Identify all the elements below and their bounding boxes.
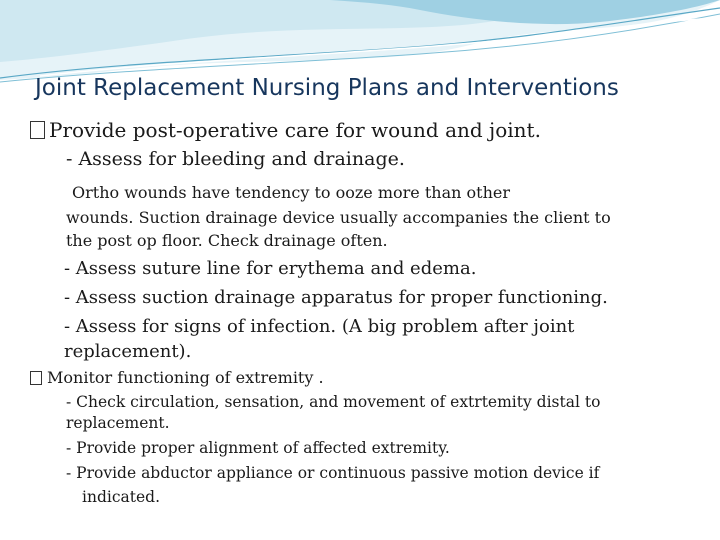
list-item: - Provide proper alignment of affected extremity. xyxy=(66,439,450,457)
list-item: - Assess suction drainage apparatus for proper functioning. xyxy=(64,287,608,308)
missing-glyph-box-icon xyxy=(30,121,45,139)
list-item: replacement. xyxy=(66,414,170,432)
paragraph-line: the post op floor. Check drainage often. xyxy=(66,231,388,250)
list-item xyxy=(30,368,324,387)
paragraph-line: Ortho wounds have tendency to ooze more than other xyxy=(72,183,510,202)
list-item: - Check circulation, sensation, and movement of extrtemity distal to xyxy=(66,393,601,411)
paragraph-line: wounds. Suction drainage device usually accompanies the client to xyxy=(66,208,611,227)
list-item: - Assess suture line for erythema and edema. xyxy=(64,258,477,279)
list-item: replacement). xyxy=(64,341,192,362)
list-item: - Assess for signs of infection. (A big problem after joint xyxy=(64,316,575,337)
list-item: indicated. xyxy=(82,488,160,506)
missing-glyph-box-icon xyxy=(30,371,42,385)
slide-title: Joint Replacement Nursing Plans and Interventions xyxy=(35,75,619,101)
list-item-text: Monitor functioning of extremity . xyxy=(47,368,324,387)
list-item: - Assess for bleeding and drainage. xyxy=(66,148,405,170)
list-item: - Provide abductor appliance or continuous passive motion device if xyxy=(66,464,600,482)
list-item xyxy=(30,118,541,142)
list-item-text: Provide post-operative care for wound and joint. xyxy=(49,118,541,142)
